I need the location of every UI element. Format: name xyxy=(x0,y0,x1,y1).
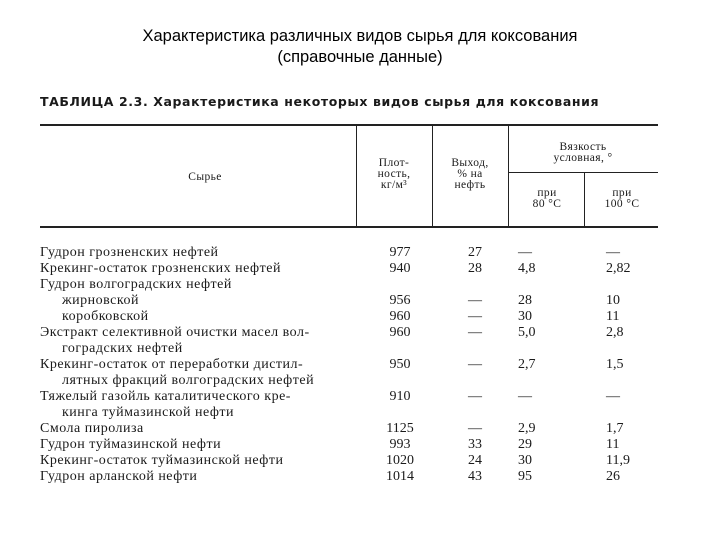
table-row xyxy=(38,293,668,308)
row-visc-100: 26 xyxy=(606,469,620,484)
row-name: Гудрон волгоградских нефтей xyxy=(40,277,232,292)
slide-title xyxy=(0,26,720,68)
row-visc-80: 29 xyxy=(518,437,532,452)
header-viscosity-100: при 100 °С xyxy=(604,187,640,210)
row-visc-80: 2,9 xyxy=(518,421,536,436)
row-name: Тяжелый газойль каталитического кре- xyxy=(40,389,291,404)
row-density: 993 xyxy=(389,437,411,452)
row-yield: — xyxy=(468,421,482,436)
table-row xyxy=(38,277,668,292)
row-yield: 27 xyxy=(468,245,482,260)
row-yield: 33 xyxy=(468,437,482,452)
row-visc-100: 10 xyxy=(606,293,620,308)
row-name: Гудрон грозненских нефтей xyxy=(40,245,219,260)
column-divider xyxy=(584,173,585,226)
row-visc-80: 5,0 xyxy=(518,325,536,340)
table-top-rule xyxy=(40,124,658,126)
row-name: гоградских нефтей xyxy=(62,341,183,356)
viscosity-sub-rule xyxy=(508,172,658,173)
row-visc-80: 4,8 xyxy=(518,261,536,276)
row-yield: — xyxy=(468,357,482,372)
row-name: Смола пиролиза xyxy=(40,421,144,436)
table-row xyxy=(38,389,668,404)
row-name: Крекинг-остаток грозненских нефтей xyxy=(40,261,281,276)
table-row xyxy=(38,309,668,324)
table-row xyxy=(38,453,668,468)
row-density: 910 xyxy=(389,389,411,404)
row-name: Крекинг-остаток от переработки дистил- xyxy=(40,357,304,372)
table-row xyxy=(38,469,668,484)
row-visc-80: 95 xyxy=(518,469,532,484)
table-row xyxy=(38,325,668,340)
row-yield: 28 xyxy=(468,261,482,276)
row-name: Гудрон арланской нефти xyxy=(40,469,198,484)
column-divider xyxy=(432,126,433,226)
table-row xyxy=(38,421,668,436)
row-visc-80: 2,7 xyxy=(518,357,536,372)
slide-title-line-2: (справочные данные) xyxy=(277,48,443,66)
row-yield: — xyxy=(468,325,482,340)
table-row xyxy=(38,261,668,276)
row-density: 977 xyxy=(389,245,411,260)
row-visc-100: 11 xyxy=(606,437,620,452)
row-name: Гудрон туймазинской нефти xyxy=(40,437,222,452)
column-divider xyxy=(356,126,357,226)
row-name: коробковской xyxy=(62,309,149,324)
row-name: кинга туймазинской нефти xyxy=(62,405,235,420)
row-visc-80: 30 xyxy=(518,453,532,468)
header-bottom-rule xyxy=(40,226,658,228)
row-density: 1125 xyxy=(386,421,414,436)
header-viscosity-80: при 80 °С xyxy=(532,187,562,210)
row-density: 960 xyxy=(389,309,411,324)
row-density: 960 xyxy=(389,325,411,340)
row-visc-80: 28 xyxy=(518,293,532,308)
header-raw-material: Сырье xyxy=(188,171,222,183)
row-visc-100: 1,5 xyxy=(606,357,624,372)
table-row xyxy=(38,373,668,388)
row-yield: 24 xyxy=(468,453,482,468)
row-yield: — xyxy=(468,293,482,308)
table-row xyxy=(38,405,668,420)
row-visc-100: 2,8 xyxy=(606,325,624,340)
row-density: 940 xyxy=(389,261,411,276)
row-name: лятных фракций волгоградских нефтей xyxy=(62,373,315,388)
row-yield: — xyxy=(468,309,482,324)
row-visc-80: 30 xyxy=(518,309,532,324)
row-yield: — xyxy=(468,389,482,404)
header-density: Плот- ность, кг/м³ xyxy=(377,157,411,191)
row-visc-100: 1,7 xyxy=(606,421,624,436)
table-row xyxy=(38,341,668,356)
header-viscosity: Вязкость условная, ° xyxy=(553,141,613,164)
row-density: 1014 xyxy=(386,469,414,484)
row-visc-100: — xyxy=(606,389,620,404)
table-caption: ТАБЛИЦА 2.3. Характеристика некоторых видов сырья для коксования xyxy=(40,94,600,109)
row-density: 1020 xyxy=(386,453,414,468)
row-name: жирновской xyxy=(62,293,139,308)
row-density: 950 xyxy=(389,357,411,372)
column-divider xyxy=(508,126,509,226)
row-visc-100: 2,82 xyxy=(606,261,631,276)
row-visc-100: — xyxy=(606,245,620,260)
row-visc-100: 11 xyxy=(606,309,620,324)
table-row xyxy=(38,357,668,372)
row-visc-80: — xyxy=(518,389,532,404)
header-yield: Выход, % на нефть xyxy=(451,157,489,191)
row-yield: 43 xyxy=(468,469,482,484)
row-name: Экстракт селективной очистки масел вол- xyxy=(40,325,310,340)
table-row xyxy=(38,245,668,260)
slide-title-line-1: Характеристика различных видов сырья для коксования xyxy=(142,27,578,45)
row-density: 956 xyxy=(389,293,411,308)
row-visc-80: — xyxy=(518,245,532,260)
table-row xyxy=(38,437,668,452)
row-visc-100: 11,9 xyxy=(606,453,630,468)
row-name: Крекинг-остаток туймазинской нефти xyxy=(40,453,284,468)
